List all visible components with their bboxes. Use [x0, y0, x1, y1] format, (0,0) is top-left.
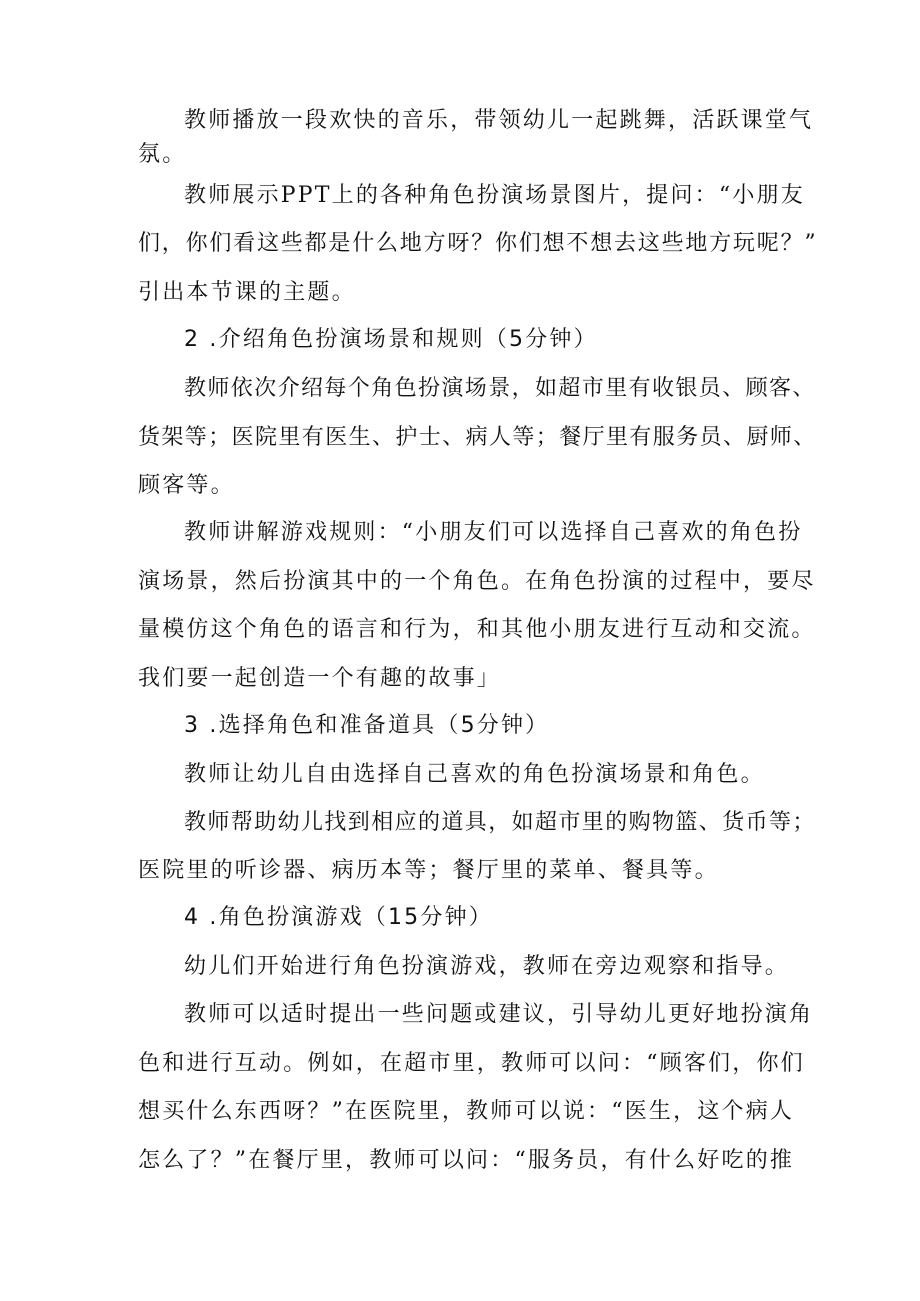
section-heading-2: 2 .介绍角色扮演场景和规则（5分钟） [184, 327, 598, 352]
paragraph-line: 氛。 [138, 142, 187, 167]
paragraph-line: 引出本节课的主题。 [138, 280, 356, 305]
paragraph-line: 想买什么东西呀？”在医院里，教师可以说：“医生，这个病人 [138, 1099, 795, 1124]
paragraph-line: 色和进行互动。例如，在超市里，教师可以问：“顾客们，你们 [138, 1051, 805, 1076]
paragraph-line: 演场景，然后扮演其中的一个角色。在角色扮演的过程中，要尽 [138, 569, 816, 594]
section-heading-4: 4 .角色扮演游戏（15分钟） [184, 905, 493, 930]
paragraph-line: 我们要一起创造一个有趣的故事」 [138, 666, 502, 691]
paragraph-line: 教师让幼儿自由选择自己喜欢的角色扮演场景和角色。 [184, 762, 765, 787]
paragraph-line: 医院里的听诊器、病历本等；餐厅里的菜单、餐具等。 [138, 858, 719, 883]
paragraph-line: 教师可以适时提出一些问题或建议，引导幼儿更好地扮演角 [184, 1002, 814, 1027]
paragraph-line: 幼儿们开始进行角色扮演游戏，教师在旁边观察和指导。 [184, 954, 790, 979]
paragraph-line: 货架等；医院里有医生、护士、病人等；餐厅里有服务员、厨师、 [138, 425, 817, 450]
paragraph-line: 怎么了？”在餐厅里，教师可以问：“服务员，有什么好吃的推 [138, 1148, 795, 1173]
paragraph-line: 教师依次介绍每个角色扮演场景，如超市里有收银员、顾客、 [184, 376, 816, 401]
paragraph-line: 教师讲解游戏规则：“小朋友们可以选择自己喜欢的角色扮 [184, 520, 803, 545]
paragraph-line: 教师帮助幼儿找到相应的道具，如超市里的购物篮、货币等； [184, 810, 816, 835]
paragraph-line: 教师播放一段欢快的音乐，带领幼儿一起跳舞，活跃课堂气 [184, 108, 814, 133]
paragraph-line: 教师展示PPT上的各种角色扮演场景图片，提问：“小朋友 [184, 183, 805, 208]
paragraph-line: 顾客等。 [138, 473, 235, 498]
paragraph-line: 们，你们看这些都是什么地方呀？你们想不想去这些地方玩呢？” [138, 231, 818, 256]
section-heading-3: 3 .选择角色和准备道具（5分钟） [184, 713, 550, 738]
paragraph-line: 量模仿这个角色的语言和行为，和其他小朋友进行互动和交流。 [138, 617, 816, 642]
